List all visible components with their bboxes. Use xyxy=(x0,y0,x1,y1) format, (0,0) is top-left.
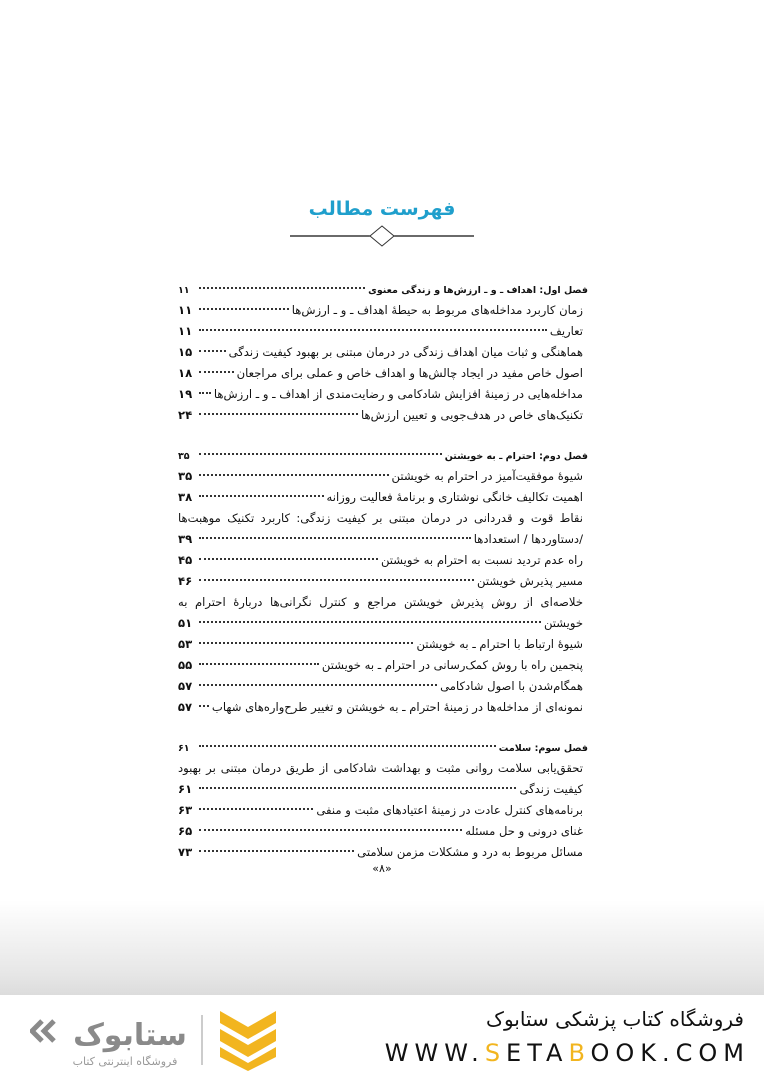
page-ref: ۱۱ xyxy=(178,285,190,296)
dot-leader xyxy=(199,705,209,707)
toc-chapter xyxy=(178,740,588,863)
toc-chapter xyxy=(178,282,588,426)
toc-entry-line: خلاصه‌ای از روش پذیرش خویشتن مراجع و کنترل نگرانی‌ها دربارهٔ احترام به xyxy=(178,595,583,609)
dot-leader xyxy=(199,413,358,415)
chevron-logo-icon xyxy=(220,1011,276,1071)
dot-leader xyxy=(199,287,365,289)
dot-leader xyxy=(199,621,541,623)
chapter-heading-title: فصل اول: اهداف ـ و ـ ارزش‌ها و زندگی معنوی xyxy=(368,285,588,296)
page-ref: ۴۶ xyxy=(178,574,193,588)
toc-entry-title: همگام‌شدن با اصول شادکامی xyxy=(440,679,583,693)
page-ref: ۱۸ xyxy=(178,366,193,380)
toc-entry[interactable] xyxy=(178,487,588,508)
toc-entry-title: اهمیت تکالیف خانگی نوشتاری و برنامهٔ فعالیت روزانه xyxy=(326,490,583,504)
page-ref: ۳۵ xyxy=(178,469,193,483)
page-ref: ۲۴ xyxy=(178,408,193,422)
dot-leader xyxy=(199,558,378,560)
toc-entry-title: شیوهٔ ارتباط با احترام ـ به خویشتن xyxy=(416,637,583,651)
toc-entry[interactable] xyxy=(178,384,588,405)
dot-leader xyxy=(199,808,313,810)
page-ref: ۵۷ xyxy=(177,700,193,714)
page-ref: ۱۱ xyxy=(178,303,193,317)
logo-text: ستابوک xyxy=(73,1018,187,1053)
page-number: «۸» xyxy=(372,862,392,875)
dot-leader xyxy=(199,474,389,476)
logo-subtitle: فروشگاه اینترنتی کتاب xyxy=(72,1055,178,1068)
dot-leader xyxy=(199,684,437,686)
chapter-heading-title: فصل دوم: احترام ـ به خویشتن xyxy=(444,451,588,462)
page-ref: ۱۱ xyxy=(178,324,193,338)
toc-entry[interactable] xyxy=(178,758,588,800)
toc-entry[interactable] xyxy=(178,634,588,655)
toc-entry-title: پنجمین راه با روش کمک‌رسانی در احترام ـ به خویشتن xyxy=(321,658,583,672)
dot-leader xyxy=(199,537,471,539)
page-ref: ۴۵ xyxy=(178,553,193,567)
toc-entry-title: زمان کاربرد مداخله‌های مربوط به حیطهٔ اهداف ـ و ـ ارزش‌ها xyxy=(291,303,583,317)
dot-leader xyxy=(199,663,319,665)
toc-entry[interactable] xyxy=(178,508,588,550)
chapter-heading[interactable] xyxy=(178,740,588,758)
dot-leader xyxy=(199,745,496,747)
toc-entry[interactable] xyxy=(178,342,588,363)
toc-entry-title: کیفیت زندگی xyxy=(519,782,583,796)
dot-leader xyxy=(199,392,211,394)
dot-leader xyxy=(199,579,474,581)
toc-entry[interactable] xyxy=(178,613,588,634)
toc-entry-title: راه عدم تردید نسبت به احترام به خویشتن xyxy=(380,553,583,567)
dot-leader xyxy=(199,453,442,455)
toc-entry[interactable] xyxy=(178,550,588,571)
toc-entry[interactable] xyxy=(178,466,588,487)
page-ref: ۳۵ xyxy=(178,451,190,462)
title-ornament xyxy=(290,225,474,247)
toc-entry[interactable] xyxy=(178,405,588,426)
dot-leader xyxy=(199,371,234,373)
toc-entry[interactable] xyxy=(178,676,588,697)
page-ref: ۷۳ xyxy=(178,845,193,859)
toc-entry-title: نمونه‌ای از مداخله‌ها در زمینهٔ احترام ـ به خویشتن و تغییر طرح‌واره‌های شهاب xyxy=(211,700,583,714)
page-ref: ۶۳ xyxy=(178,803,193,817)
toc-entry[interactable] xyxy=(178,592,588,634)
page-ref: ۳۹ xyxy=(178,532,193,546)
table-of-contents xyxy=(178,282,588,885)
page-ref: ۱۵ xyxy=(178,345,193,359)
page-title: فهرست مطالب xyxy=(308,198,456,220)
dot-leader xyxy=(199,787,516,789)
toc-chapter xyxy=(178,448,588,718)
store-url[interactable]: WWW.SETABOOK.COM xyxy=(384,1039,750,1067)
toc-entry-title: تکنیک‌های خاص در هدف‌جویی و تعیین ارزش‌ها xyxy=(360,408,583,422)
toc-entry[interactable] xyxy=(178,655,588,676)
toc-entry-title: مسیر پذیرش خویشتن xyxy=(477,574,583,588)
chapter-heading[interactable] xyxy=(178,282,588,300)
toc-entry-title: /دستاوردها / استعدادها xyxy=(473,532,583,546)
toc-entry[interactable] xyxy=(178,571,588,592)
dot-leader xyxy=(199,850,354,852)
dot-leader xyxy=(199,329,547,331)
toc-entry[interactable] xyxy=(178,821,588,842)
toc-entry[interactable] xyxy=(178,800,588,821)
toc-entry[interactable] xyxy=(178,779,588,800)
toc-entry-title: خویشتن xyxy=(543,616,583,630)
toc-entry-title: برنامه‌های کنترل عادت در زمینهٔ اعتیادهای مثبت و منفی xyxy=(316,803,583,817)
page-ref: ۵۷ xyxy=(178,679,193,693)
toc-entry-title: شیوهٔ موفقیت‌آمیز در احترام به خویشتن xyxy=(391,469,583,483)
store-name: فروشگاه کتاب پزشکی ستابوک xyxy=(486,1007,744,1031)
toc-entry-line: تحقق‌یابی سلامت روانی مثبت و بهداشت شادکامی از طریق درمان مبتنی بر بهبود xyxy=(178,761,583,775)
toc-entry-title: مسائل مربوط به درد و مشکلات مزمن سلامتی xyxy=(357,845,583,859)
page-ref: ۱۹ xyxy=(178,387,193,401)
page-ref: ۵۱ xyxy=(178,616,193,630)
toc-entry[interactable] xyxy=(178,697,588,718)
dot-leader xyxy=(199,642,413,644)
dot-leader xyxy=(199,495,324,497)
toc-entry-title: هماهنگی و ثبات میان اهداف زندگی در درمان مبتنی بر بهبود کیفیت زندگی xyxy=(228,345,583,359)
toc-entry[interactable] xyxy=(178,363,588,384)
page-ref: ۳۸ xyxy=(178,490,193,504)
page-ref: ۶۱ xyxy=(178,743,190,754)
page-ref: ۵۵ xyxy=(178,658,193,672)
dot-leader xyxy=(199,350,226,352)
setabook-logo xyxy=(30,1005,300,1071)
toc-entry-title: اصول خاص مفید در ایجاد چالش‌ها و اهداف خاص و عملی برای مراجعان xyxy=(236,366,583,380)
toc-entry[interactable] xyxy=(178,529,588,550)
toc-entry[interactable] xyxy=(178,842,588,863)
toc-entry[interactable] xyxy=(178,321,588,342)
toc-entry-title: تعاریف xyxy=(549,324,583,338)
chapter-heading-title: فصل سوم: سلامت xyxy=(498,743,588,754)
page-ref: ۶۵ xyxy=(178,824,193,838)
toc-entry-line: نقاط قوت و قدردانی در درمان مبتنی بر کیفیت زندگی: کاربرد تکنیک موهبت‌ها xyxy=(178,511,583,525)
footer-banner xyxy=(0,995,764,1079)
page-ref: ۵۳ xyxy=(178,637,193,651)
toc-entry-title: مداخله‌هایی در زمینهٔ افزایش شادکامی و رضایت‌مندی از اهداف ـ و ـ ارزش‌ها xyxy=(213,387,583,401)
toc-entry[interactable] xyxy=(178,300,588,321)
dot-leader xyxy=(199,829,462,831)
chapter-heading[interactable] xyxy=(178,448,588,466)
dot-leader xyxy=(199,308,289,310)
toc-entry-title: غنای درونی و حل مسئله xyxy=(465,824,583,838)
page-ref: ۶۱ xyxy=(178,782,193,796)
